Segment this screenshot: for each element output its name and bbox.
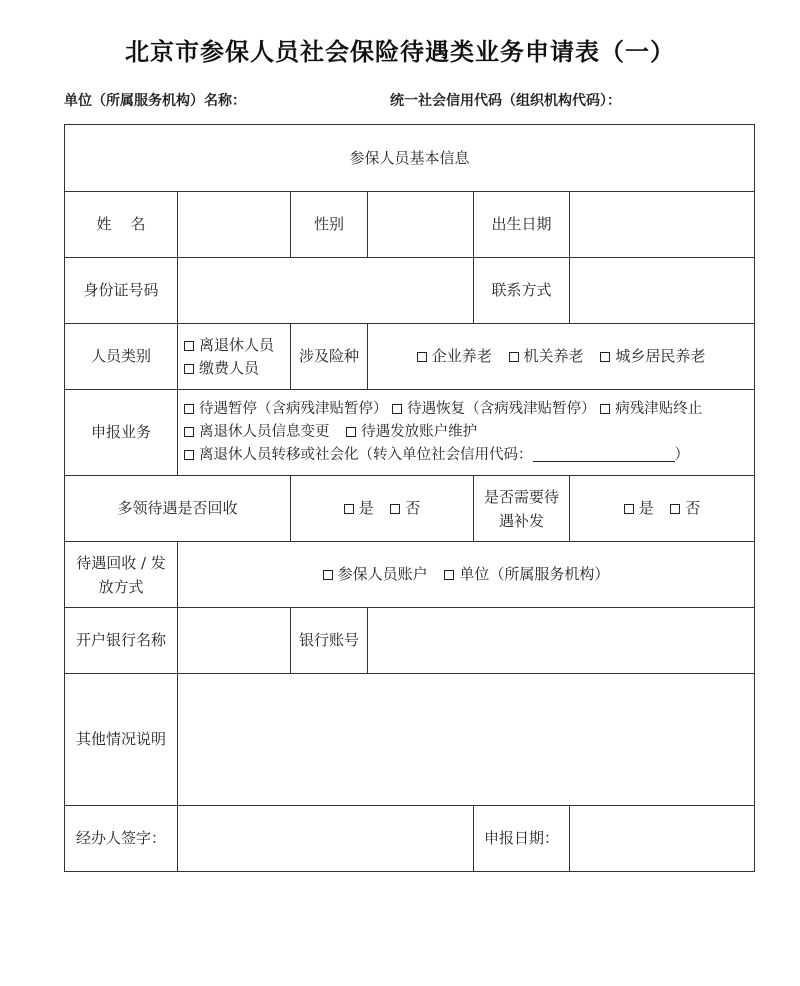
- checkbox-icon[interactable]: [184, 427, 194, 437]
- checkbox-icon[interactable]: [184, 450, 194, 460]
- checkbox-icon[interactable]: [600, 404, 610, 414]
- checkbox-icon[interactable]: [509, 352, 519, 362]
- checkbox-icon[interactable]: [184, 341, 194, 351]
- business-option-resume[interactable]: 待遇恢复（含病残津贴暂停）: [392, 401, 596, 417]
- category-option-retired[interactable]: 离退休人员: [184, 334, 284, 357]
- reissue-no-option[interactable]: 否: [670, 499, 700, 517]
- id-number-label: 身份证号码: [65, 258, 178, 324]
- agent-signature-label: 经办人签字：: [65, 806, 178, 872]
- checkbox-icon[interactable]: [323, 570, 333, 580]
- category-options: [178, 324, 291, 390]
- agent-signature-field[interactable]: [178, 806, 474, 872]
- business-options: [178, 390, 755, 476]
- credit-code-label: 统一社会信用代码（组织机构代码）：: [390, 93, 621, 109]
- checkbox-icon[interactable]: [600, 352, 610, 362]
- method-option-personal-account[interactable]: 参保人员账户: [323, 565, 428, 583]
- checkbox-icon[interactable]: [344, 504, 354, 514]
- other-info-field[interactable]: [178, 674, 755, 806]
- category-option-paying[interactable]: 缴费人员: [184, 357, 284, 380]
- reissue-yes-option[interactable]: 是: [624, 499, 654, 517]
- gender-label: 性别: [291, 192, 368, 258]
- recover-yes-option[interactable]: 是: [344, 499, 374, 517]
- recover-options: [291, 476, 474, 542]
- checkbox-icon[interactable]: [346, 427, 356, 437]
- method-options: [178, 542, 755, 608]
- credit-code-blank[interactable]: [533, 447, 675, 462]
- bank-account-field[interactable]: [368, 608, 755, 674]
- business-option-account-maintenance[interactable]: 待遇发放账户维护: [346, 424, 477, 440]
- gender-field[interactable]: [368, 192, 474, 258]
- id-number-field[interactable]: [178, 258, 474, 324]
- insurance-option-institution[interactable]: 机关养老: [509, 347, 584, 365]
- reissue-options: [570, 476, 755, 542]
- insurance-options: [368, 324, 755, 390]
- name-field[interactable]: [178, 192, 291, 258]
- bank-account-label: 银行账号: [291, 608, 368, 674]
- name-label: 姓 名: [65, 192, 178, 258]
- bank-name-field[interactable]: [178, 608, 291, 674]
- insurance-option-resident[interactable]: 城乡居民养老: [600, 347, 705, 365]
- method-option-unit[interactable]: 单位（所属服务机构）: [444, 565, 609, 583]
- page-title: 北京市参保人员社会保险待遇类业务申请表（一）: [125, 38, 675, 66]
- recover-label: 多领待遇是否回收: [65, 476, 291, 542]
- business-label: 申报业务: [65, 390, 178, 476]
- application-form: [64, 124, 755, 872]
- business-option-terminate[interactable]: 病残津贴终止: [600, 401, 702, 417]
- checkbox-icon[interactable]: [184, 364, 194, 374]
- apply-date-label: 申报日期：: [474, 806, 570, 872]
- business-option-info-change[interactable]: 离退休人员信息变更: [184, 424, 330, 440]
- unit-name-label: 单位（所属服务机构）名称：: [64, 93, 246, 109]
- business-option-suspend[interactable]: 待遇暂停（含病残津贴暂停）: [184, 401, 388, 417]
- contact-label: 联系方式: [474, 258, 570, 324]
- method-label: 待遇回收 / 发 放方式: [65, 542, 178, 608]
- recover-no-option[interactable]: 否: [390, 499, 420, 517]
- birth-date-field[interactable]: [570, 192, 755, 258]
- bank-name-label: 开户银行名称: [65, 608, 178, 674]
- checkbox-icon[interactable]: [444, 570, 454, 580]
- checkbox-icon[interactable]: [417, 352, 427, 362]
- checkbox-icon[interactable]: [184, 404, 194, 414]
- insurance-option-enterprise[interactable]: 企业养老: [417, 347, 492, 365]
- category-label: 人员类别: [65, 324, 178, 390]
- checkbox-icon[interactable]: [624, 504, 634, 514]
- reissue-label: 是否需要待 遇补发: [474, 476, 570, 542]
- checkbox-icon[interactable]: [392, 404, 402, 414]
- other-info-label: 其他情况说明: [65, 674, 178, 806]
- checkbox-icon[interactable]: [670, 504, 680, 514]
- insurance-label: 涉及险种: [291, 324, 368, 390]
- section-title: 参保人员基本信息: [65, 125, 755, 192]
- checkbox-icon[interactable]: [390, 504, 400, 514]
- contact-field[interactable]: [570, 258, 755, 324]
- apply-date-field[interactable]: [570, 806, 755, 872]
- business-option-transfer[interactable]: 离退休人员转移或社会化（转入单位社会信用代码：: [184, 447, 533, 463]
- birth-date-label: 出生日期: [474, 192, 570, 258]
- transfer-close-paren: ）: [674, 447, 689, 463]
